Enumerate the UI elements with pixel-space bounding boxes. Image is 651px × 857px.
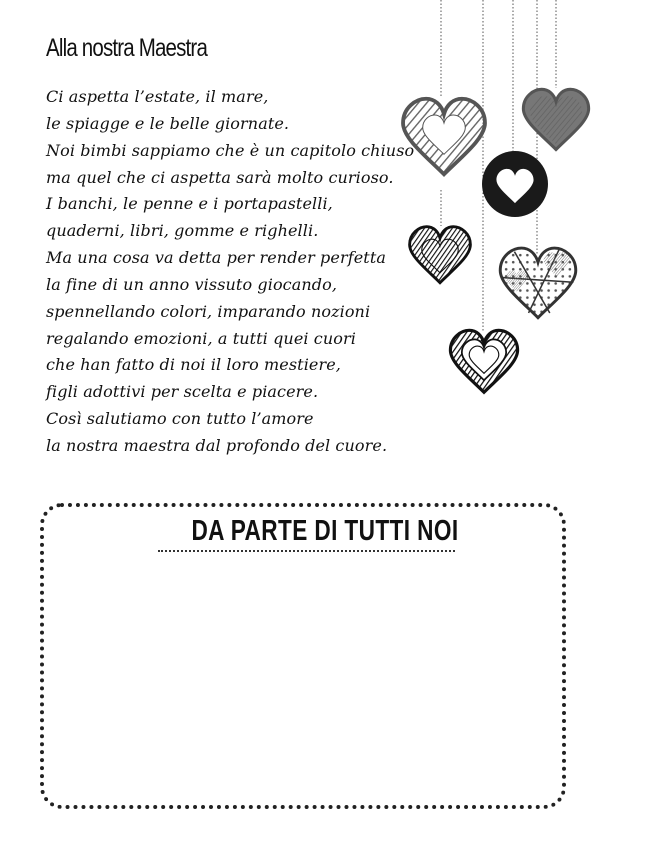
signature-box [40, 503, 566, 809]
heart-circle-icon [482, 151, 548, 217]
poem [46, 84, 426, 460]
heart-double-outline-icon [450, 330, 517, 392]
poem-line: regalando emozioni, a tutti quei cuori [46, 328, 356, 348]
poem-line: spennellando colori, imparando nozioni [46, 301, 371, 321]
poem-line: Ci aspetta l’estate, il mare, [46, 87, 269, 106]
heart-patterned-icon [500, 248, 576, 318]
poem-line: le spiagge e le belle giornate. [46, 113, 290, 133]
poem-line: Così salutiamo con tutto l’amore [46, 409, 314, 429]
heart-black-icon [410, 227, 471, 283]
poem-line: quaderni, libri, gomme e righelli. [46, 221, 319, 241]
heading-underline [158, 550, 455, 552]
heart-gray-icon [523, 89, 588, 149]
heart-outline-icon [403, 99, 485, 175]
page-title: Alla nostra Maestra [46, 34, 208, 62]
poem-line: la nostra maestra dal profondo del cuore. [46, 435, 388, 455]
signature-heading: DA PARTE DI TUTTI NOI [191, 515, 459, 547]
poem-line: figli adottivi per scelta e piacere. [46, 382, 319, 402]
poem-line: I banchi, le penne e i portapastelli, [46, 194, 333, 214]
poem-line: ma quel che ci aspetta sarà molto curioso. [46, 167, 394, 187]
poem-line: che han fatto di noi il loro mestiere, [46, 355, 341, 375]
hanging-hearts [395, 0, 651, 420]
poem-line: Noi bimbi sappiamo che è un capitolo chiuso [46, 140, 415, 160]
poem-line: la fine di un anno vissuto giocando, [46, 274, 338, 294]
poem-line: Ma una cosa va detta per render perfetta [46, 248, 386, 268]
